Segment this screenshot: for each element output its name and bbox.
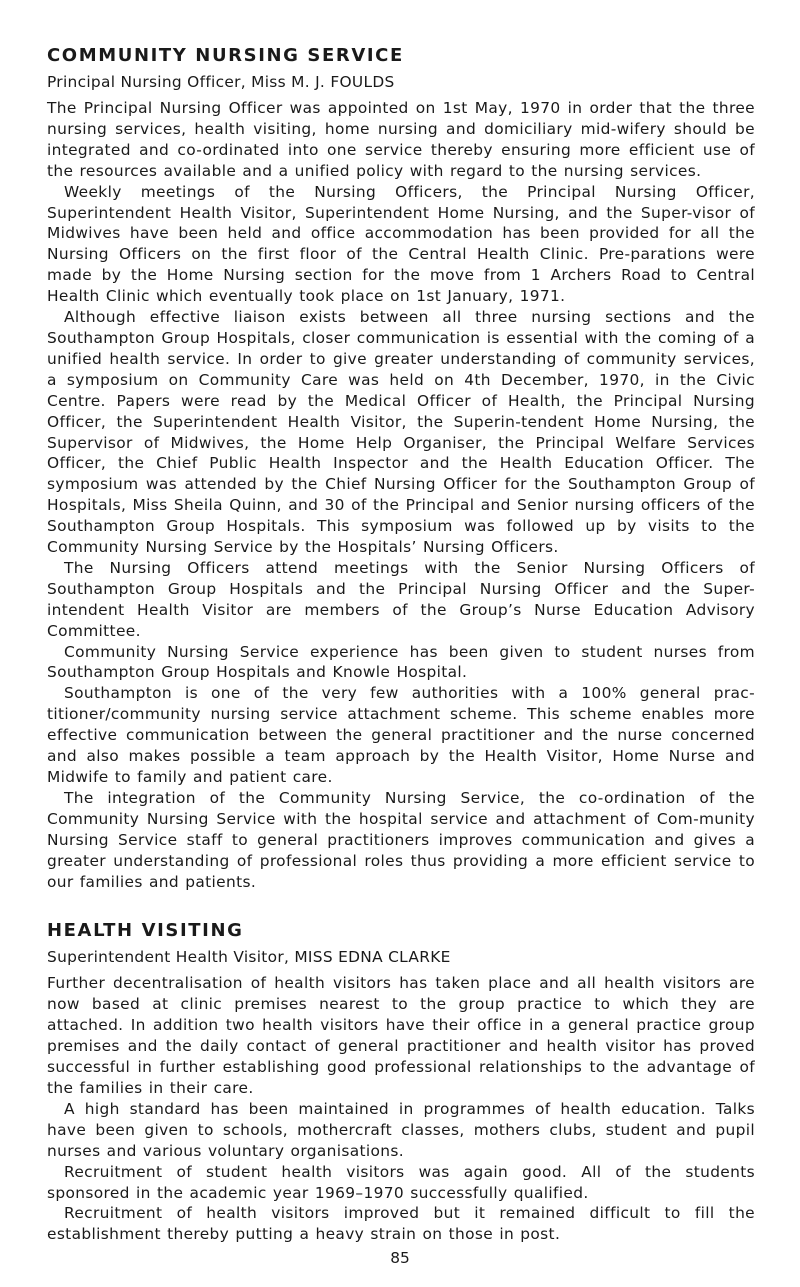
paragraph: Recruitment of health visitors improved but it remained difficult to fill the establishment thereby putting a heavy strain on those in post. <box>47 1204 755 1244</box>
paragraph: Southampton is one of the very few authorities with a 100% general prac-titioner/community nursing service attachment scheme. This scheme enables more effective communication between the general practitioner and the nurse concerned and also makes possible a team approach by the Health Visitor, Home Nurse and Midwife to family and patient care. <box>47 684 755 786</box>
paragraph: Recruitment of student health visitors was again good. All of the students sponsored in the academic year 1969–1970 successfully qualified. <box>47 1162 755 1202</box>
section-subtitle: Superintendent Health Visitor, MISS EDNA CLARKE <box>47 948 451 967</box>
section-subtitle: Principal Nursing Officer, Miss M. J. FOULDS <box>47 73 395 91</box>
paragraph: Further decentralisation of health visitors has taken place and all health visitors are now based at clinic premises nearest to the group practice to which they are attached. In addition two health visitors have their office in a general practice group premises and the daily contact of general practitioner and health visitor has proved successful in further establishing good professional relationships to the advantage of the families in their care. <box>47 974 755 1097</box>
paragraph: The Principal Nursing Officer was appointed on 1st May, 1970 in order that the three nursing services, health visiting, home nursing and domiciliary mid-wifery should be integrated and co-ordinated into one service thereby ensuring more efficient use of the resources available and a unified policy with regard to the nursing services. <box>47 99 755 180</box>
paragraph: Weekly meetings of the Nursing Officers, the Principal Nursing Officer, Superintendent Health Visitor, Superintendent Home Nursing, and the Super-visor of Midwives have been held and office accommodation has been provided for all the Nursing Officers on the first floor of the Central Health Clinic. Pre-parations were made by the Home Nursing section for the move from 1 Archers Road to Central Health Clinic which eventually took place on 1st January, 1971. <box>47 182 755 306</box>
paragraph: Although effective liaison exists between all three nursing sections and the Southampton Group Hospitals, closer communication is essential with the coming of a unified health service. In order to give greater understanding of community services, a symposium on Community Care was held on 4th December, 1970, in the Civic Centre. Papers were read by the Medical Officer of Health, the Principal Nursing Officer, the Superintendent Health Visitor, the Superin-tendent Home Nursing, the Supervisor of Midwives, the Home Help Organiser, the Principal Welfare Services Officer, the Chief Public Health Inspector and the Health Education Officer. The symposium was attended by the Chief Nursing Officer for the Southampton Group of Hospitals, Miss Sheila Quinn, and 30 of the Principal and Senior nursing officers of the Southampton Group Hospitals. This symposium was followed up by visits to the Community Nursing Service by the Hospitals’ Nursing Officers. <box>47 308 755 557</box>
paragraph: Community Nursing Service experience has been given to student nurses from Southampton Group Hospitals and Knowle Hospital. <box>47 642 755 682</box>
page-content <box>47 44 755 1245</box>
section-title: HEALTH VISITING <box>47 920 244 942</box>
page-number: 85 <box>390 1249 410 1267</box>
paragraph: The Nursing Officers attend meetings with the Senior Nursing Officers of Southampton Group Hospitals and the Principal Nursing Officer and the Super-intendent Health Visitor are members of the Group’s Nurse Education Advisory Committee. <box>47 558 755 640</box>
section-health-visiting <box>47 919 755 1245</box>
section-community-nursing <box>47 44 755 892</box>
section-title: COMMUNITY NURSING SERVICE <box>47 45 404 66</box>
paragraph: The integration of the Community Nursing Service, the co-ordination of the Community Nursing Service with the hospital service and attachment of Com-munity Nursing Service staff to general practitioners improves communication and gives a greater understanding of professional roles thus providing a more efficient service to our families and patients. <box>47 788 755 891</box>
section-divider <box>47 892 755 919</box>
paragraph: A high standard has been maintained in programmes of health education. Talks have been given to schools, mothercraft classes, mothers clubs, student and pupil nurses and various voluntary organisations. <box>47 1099 755 1160</box>
